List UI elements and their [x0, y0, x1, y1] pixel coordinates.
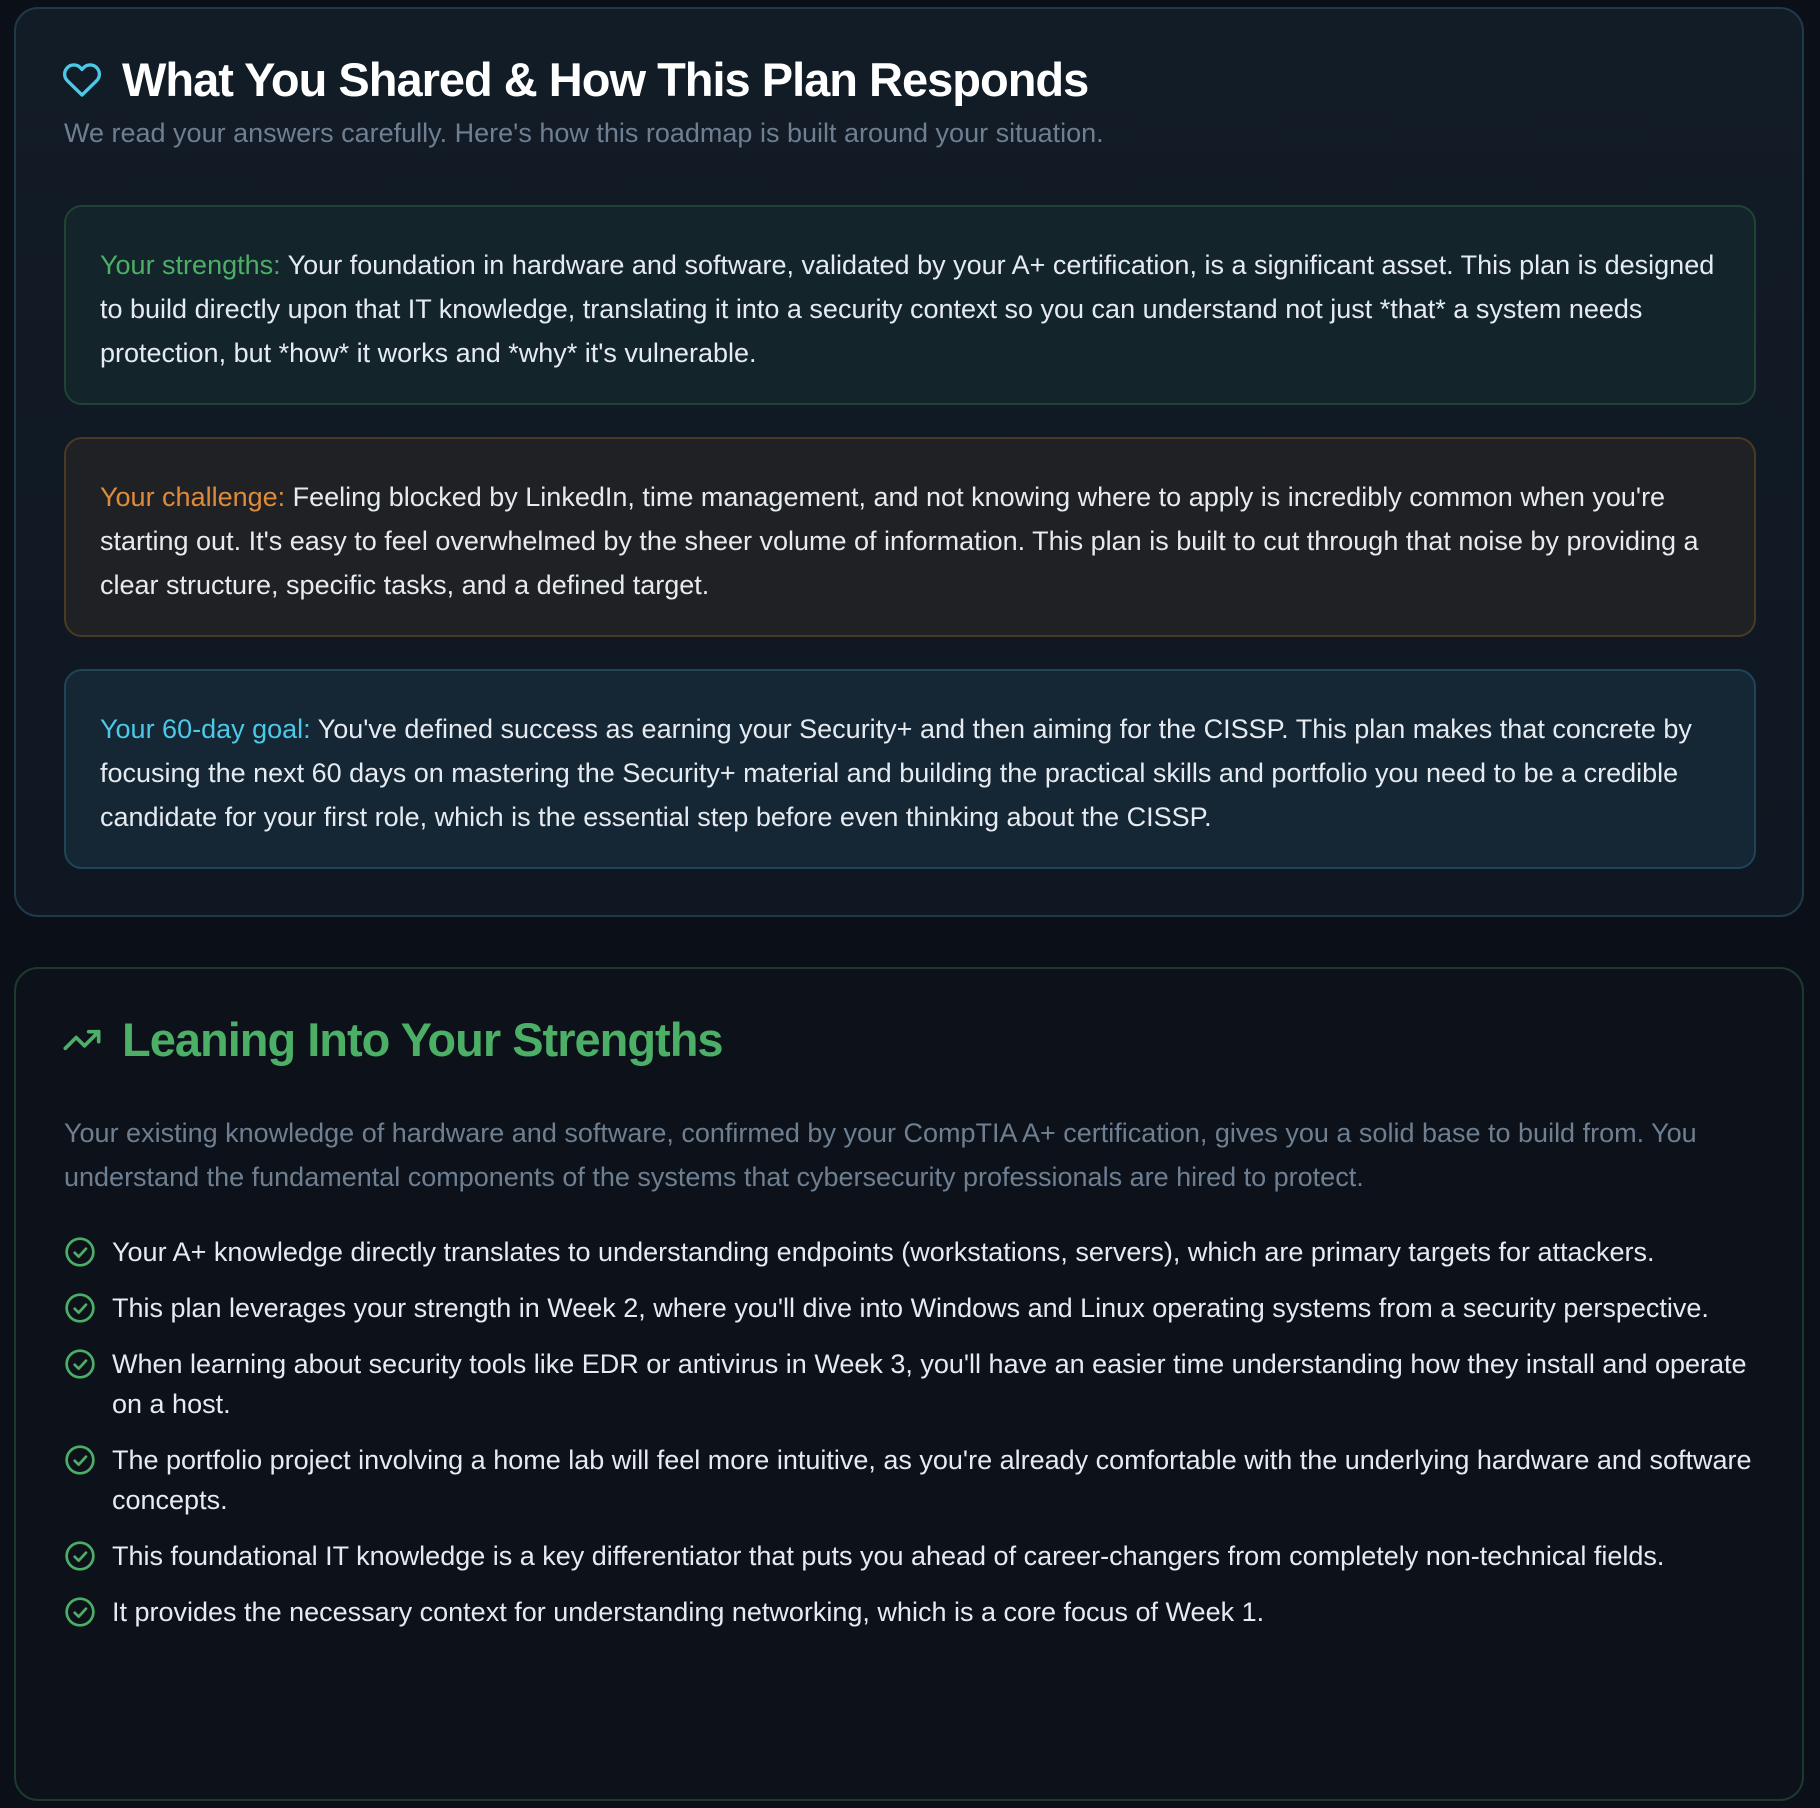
list-item: [64, 1536, 1764, 1576]
list-item-text: It provides the necessary context for understanding networking, which is a core focus of Week 1.: [112, 1597, 1265, 1627]
goal-callout: [64, 669, 1756, 869]
strengths-callout-text: Your foundation in hardware and software, validated by your A+ certification, is a significant asset. This plan is designed to build directly upon that IT knowledge, translating it into a security context so you can understand not just *that* a system needs protection, but *how* it works and *why* it's vulnerable.: [100, 250, 1715, 368]
strengths-intro: Your existing knowledge of hardware and software, confirmed by your CompTIA A+ certification, gives you a solid base to build from. You understand the fundamental components of the systems that cybersecurity professionals are hired to protect.: [64, 1118, 1697, 1192]
shared-section-subtitle: We read your answers carefully. Here's how this roadmap is built around your situation.: [64, 118, 1104, 148]
list-item-text: This plan leverages your strength in Week 2, where you'll dive into Windows and Linux operating systems from a security perspective.: [112, 1293, 1709, 1323]
check-circle-icon: [64, 1540, 96, 1572]
shared-section-header: [62, 52, 1088, 107]
check-circle-icon: [64, 1348, 96, 1380]
challenge-callout-text: Feeling blocked by LinkedIn, time management, and not knowing where to apply is incredibly common when you're starting out. It's easy to feel overwhelmed by the sheer volume of information. This plan is built to cut through that noise by providing a clear structure, specific tasks, and a defined target.: [100, 482, 1699, 600]
list-item-text: Your A+ knowledge directly translates to understanding endpoints (workstations, servers), which are primary targets for attackers.: [112, 1237, 1655, 1267]
strengths-list: [64, 1232, 1764, 1648]
goal-callout-text: You've defined success as earning your Security+ and then aiming for the CISSP. This plan makes that concrete by focusing the next 60 days on mastering the Security+ material and building the practical skills and portfolio you need to be a credible candidate for your first role, which is the essential step before even thinking about the CISSP.: [100, 714, 1692, 832]
list-item-text: When learning about security tools like EDR or antivirus in Week 3, you'll have an easier time understanding how they install and operate on a host.: [112, 1349, 1747, 1419]
trending-up-icon: [62, 1020, 102, 1060]
list-item: [64, 1232, 1764, 1272]
challenge-callout: [64, 437, 1756, 637]
goal-callout-label: Your 60-day goal:: [100, 714, 311, 744]
strengths-callout-label: Your strengths:: [100, 250, 281, 280]
challenge-callout-label: Your challenge:: [100, 482, 286, 512]
list-item: [64, 1344, 1764, 1424]
list-item-text: The portfolio project involving a home lab will feel more intuitive, as you're already comfortable with the underlying hardware and software concepts.: [112, 1445, 1752, 1515]
strengths-section-header: [62, 1012, 723, 1067]
shared-section-title: What You Shared & How This Plan Responds: [122, 53, 1089, 106]
strengths-callout: [64, 205, 1756, 405]
strengths-section-title: Leaning Into Your Strengths: [122, 1013, 723, 1066]
list-item: [64, 1440, 1764, 1520]
check-circle-icon: [64, 1236, 96, 1268]
list-item-text: This foundational IT knowledge is a key differentiator that puts you ahead of career-changers from completely non-technical fields.: [112, 1541, 1665, 1571]
check-circle-icon: [64, 1292, 96, 1324]
check-circle-icon: [64, 1444, 96, 1476]
list-item: [64, 1288, 1764, 1328]
check-circle-icon: [64, 1596, 96, 1628]
list-item: [64, 1592, 1764, 1632]
heart-icon: [62, 60, 102, 100]
